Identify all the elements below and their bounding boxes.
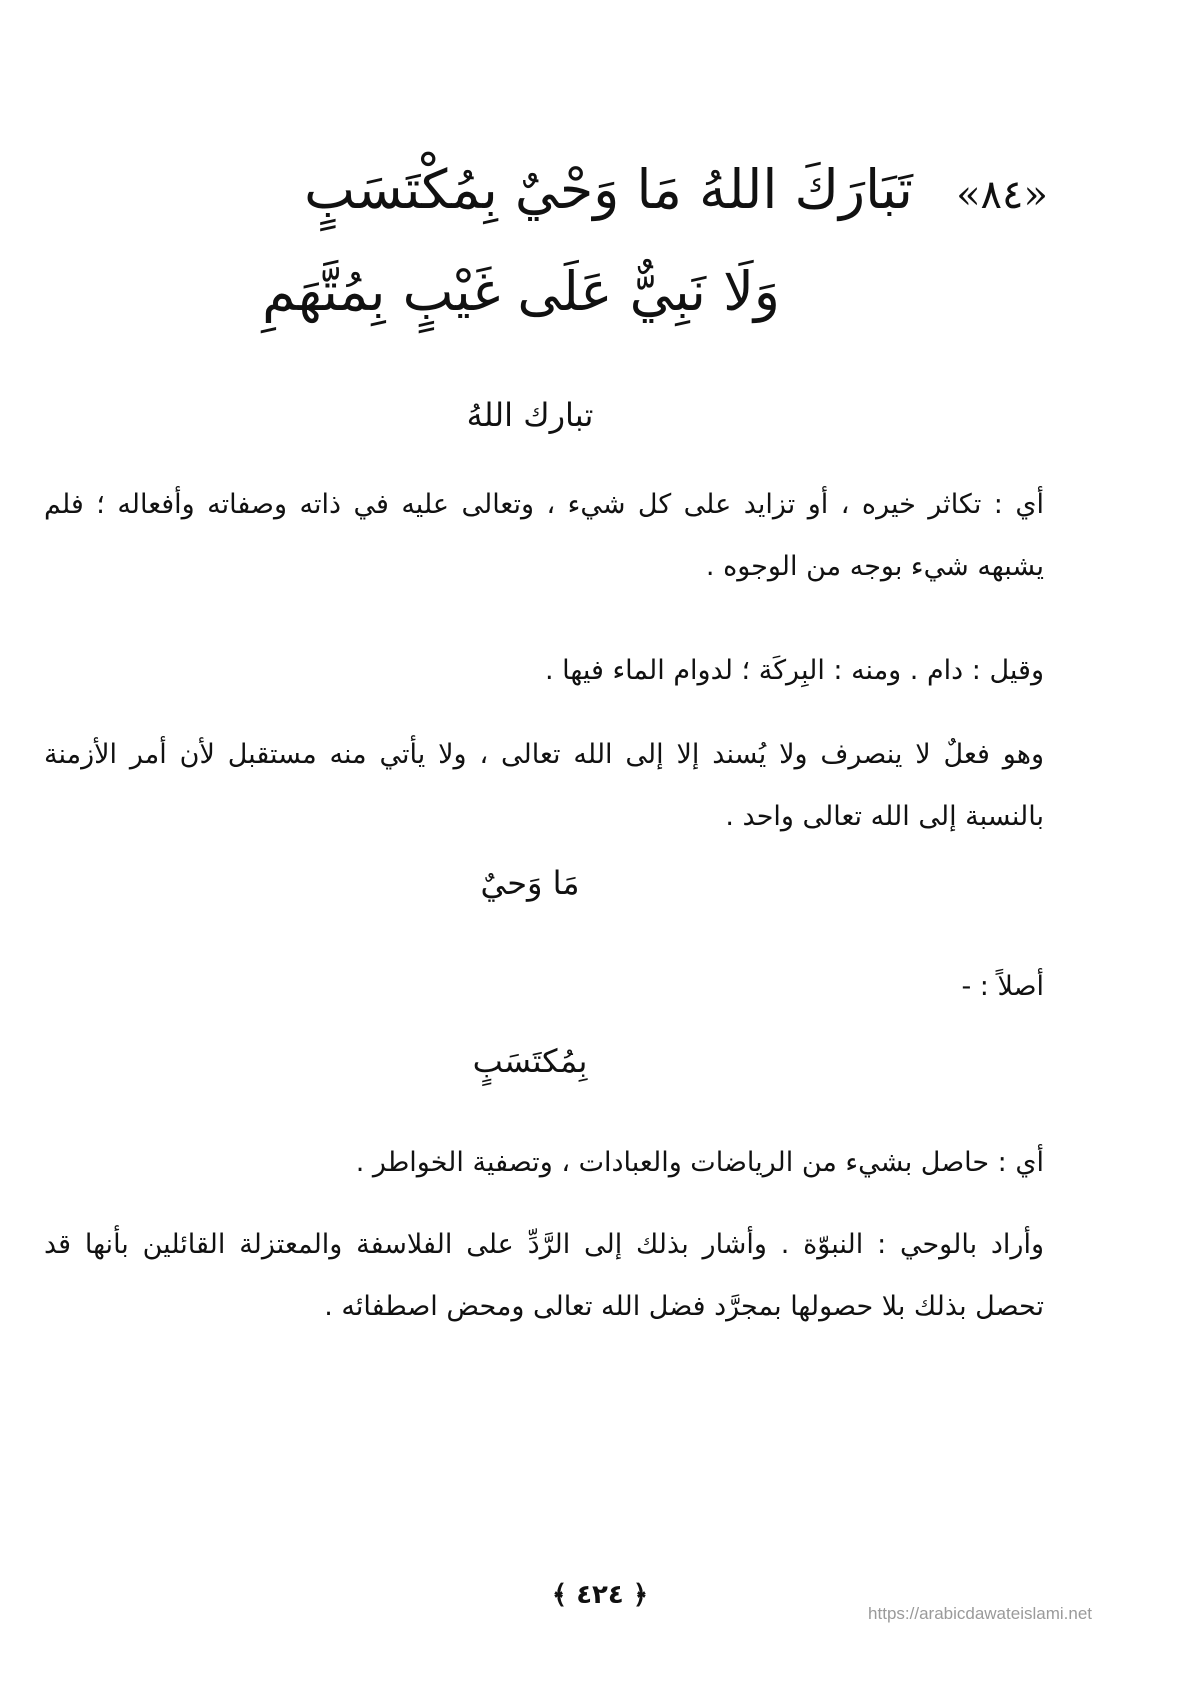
section-heading-muktasab: بِمُكتَسَبٍ xyxy=(472,1042,588,1080)
paragraph: وأراد بالوحي : النبوّة . وأشار بذلك إلى الرَّدِّ على الفلاسفة والمعتزلة القائلين بأنها قد تحصل بذلك بلا حصولها بمجرَّد فضل الله تعالى ومحض اصطفائه . xyxy=(44,1229,1044,1322)
paragraph: أي : تكاثر خيره ، أو تزايد على كل شيء ، وتعالى عليه في ذاته وصفاته وأفعاله ؛ فلم يشبهه شيء بوجه من الوجوه . xyxy=(44,489,1044,582)
verse-number: «٨٤» xyxy=(956,172,1048,218)
verse-line-1-text: تَبَارَكَ اللهُ مَا وَحْيٌ بِمُكْتَسَبٍ xyxy=(304,158,913,221)
paragraph: وهو فعلٌ لا ينصرف ولا يُسند إلا إلى الله تعالى ، ولا يأتي منه مستقبل لأن أمر الأزمنة بالنسبة إلى الله تعالى واحد . xyxy=(44,739,1044,832)
verse-line-1 xyxy=(304,160,1048,219)
verse-line-2: وَلَا نَبِيٌّ عَلَى غَيْبٍ بِمُتَّهَمِ xyxy=(262,260,780,323)
watermark-url: https://arabicdawateislami.net xyxy=(868,1604,1092,1623)
page-number: ﴿ ٤٢٤ ﴾ xyxy=(551,1580,649,1610)
section-heading-mawahy: مَا وَحيٌ xyxy=(480,864,580,902)
section-heading-tabarak: تبارك اللهُ xyxy=(466,396,594,434)
paragraph: أصلاً : - xyxy=(961,971,1044,1002)
paragraph: وقيل : دام . ومنه : البِركَة ؛ لدوام الماء فيها . xyxy=(545,655,1044,686)
paragraph: أي : حاصل بشيء من الرياضات والعبادات ، وتصفية الخواطر . xyxy=(355,1147,1044,1178)
